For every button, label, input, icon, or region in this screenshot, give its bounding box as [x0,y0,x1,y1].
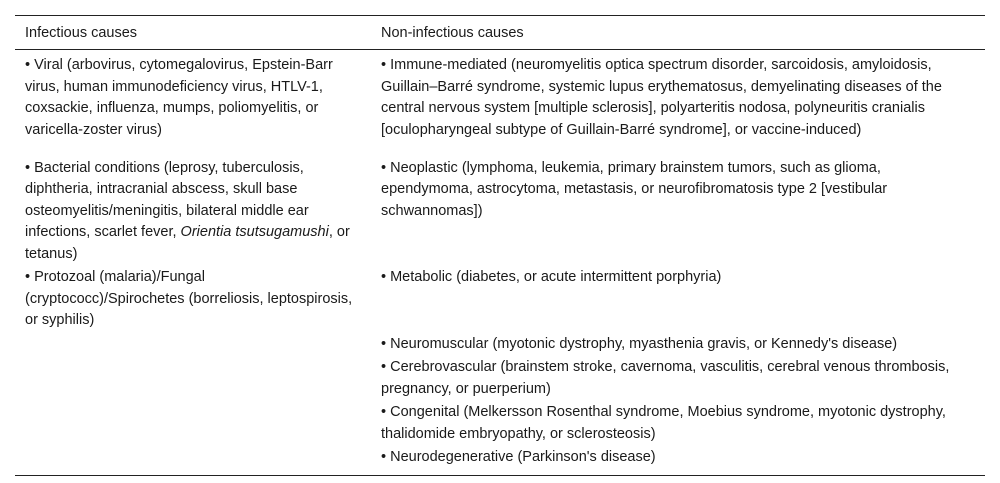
cell-infectious-protozoal: • Protozoal (malaria)/Fungal (cryptococc)/Spirochetes (borreliosis, leptospirosis, or syphilis) [25,269,353,328]
causes-table [15,15,985,476]
cell-non-infectious-congenital: • Congenital (Melkersson Rosenthal syndrome, Moebius syndrome, myotonic dystrophy, thalidomide embryopathy, or sclerosteosis) [381,404,946,442]
table-row [15,356,985,401]
bacterial-text-italic: Orientia tsutsugamushi [180,224,329,240]
table-row [15,50,985,157]
bacterial-text-start: • Bacterial conditions (leprosy, tuberculosis, diphtheria, intracranial abscess, skull base osteomyelitis/meningitis, bilateral middle ear infections, scarlet fever, [25,159,309,240]
cell-non-infectious-neurodegenerative: • Neurodegenerative (Parkinson's disease) [371,446,985,475]
cell-non-infectious-immune-mediated: • Immune-mediated (neuromyelitis optica spectrum disorder, sarcoidosis, amyloidosis, Guillain–Barré syndrome, systemic lupus erythematosus, demyelinating diseases of the central nervous system [multiple sclerosis], polyarteritis nodosa, polyneuritis cranialis [oculopharyngeal subtype of Guillain-Barré syndrome], or vaccine-induced) [381,57,942,138]
cell-infectious-empty [15,333,371,357]
cell-non-infectious-cerebrovascular: • Cerebrovascular (brainstem stroke, cavernoma, vasculitis, cerebral venous thrombosis, pregnancy, or puerperium) [381,359,950,397]
table-row [15,333,985,357]
table-row [15,401,985,446]
cell-non-infectious-neuromuscular: • Neuromuscular (myotonic dystrophy, myasthenia gravis, or Kennedy's disease) [381,335,898,352]
cell-infectious-empty [15,356,371,401]
table-header-row [15,16,985,50]
table-row [15,266,985,333]
table-row [15,446,985,475]
cell-infectious-viral: • Viral (arbovirus, cytomegalovirus, Epstein-Barr virus, human immunodeficiency virus, HTLV-1, coxsackie, influenza, mumps, poliomyelitis, or varicella-zoster virus) [25,57,333,138]
header-infectious-causes: Infectious causes [15,16,371,50]
causes-table-container [15,15,985,476]
cell-non-infectious-neoplastic: • Neoplastic (lymphoma, leukemia, primary brainstem tumors, such as glioma, ependymoma, astrocytoma, metastasis, or neurofibromatosis type 2 [vestibular schwannomas]) [381,159,888,219]
bacterial-text-end: , or tetanus) [25,224,350,262]
cell-infectious-empty [15,446,371,475]
table-row [15,157,985,267]
header-non-infectious-causes: Non-infectious causes [371,16,985,50]
cell-non-infectious-metabolic: • Metabolic (diabetes, or acute intermittent porphyria) [381,269,722,285]
cell-infectious-empty [15,401,371,446]
cell-infectious-bacterial [15,157,371,267]
